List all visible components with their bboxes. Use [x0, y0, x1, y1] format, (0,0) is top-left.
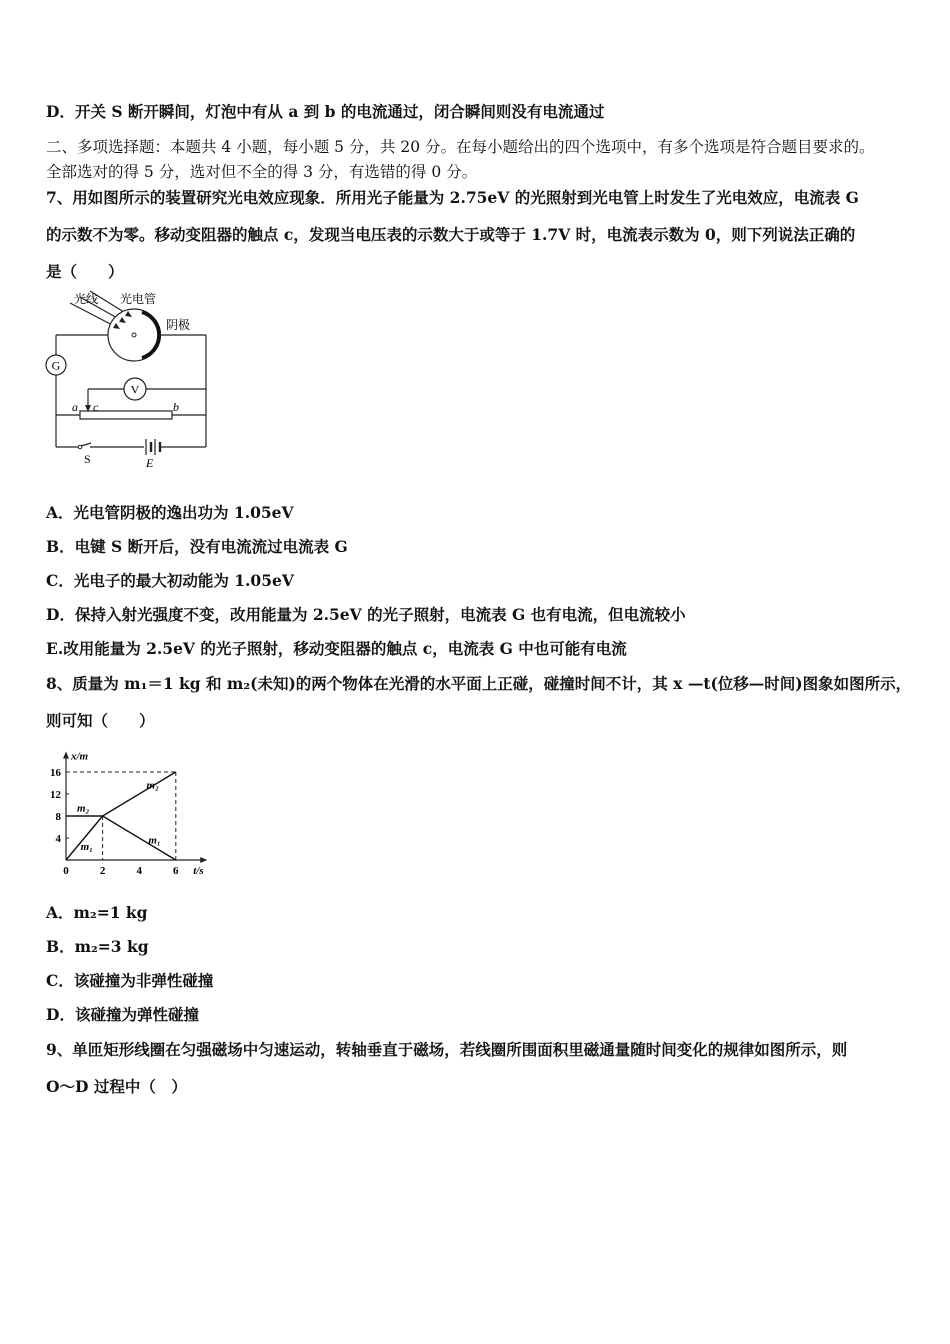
series-label-2: m₁ [148, 834, 161, 847]
x-axis-arrow [200, 857, 207, 863]
label-b: b [173, 400, 179, 414]
q8-option-a: A．m₂=1 kg [46, 903, 148, 922]
series-line-0 [66, 816, 103, 860]
series-line-3 [103, 772, 176, 816]
q7-option-c: C．光电子的最大初动能为 1.05eV [46, 571, 294, 590]
q7-option-e: E.改用能量为 2.5eV 的光子照射，移动变阻器的触点 c，电流表 G 中也可能有电流 [46, 639, 627, 658]
x-tick-label: 6 [173, 865, 179, 877]
label-g: G [51, 358, 61, 373]
q6-option-d: D．开关 S 断开瞬间，灯泡中有从 a 到 b 的电流通过，闭合瞬间则没有电流通过 [46, 102, 605, 121]
label-cathode: 阴极 [166, 318, 191, 332]
series-line-2 [103, 816, 176, 860]
y-tick-label: 4 [55, 833, 61, 845]
q8-stem-line2: 则可知（ ） [46, 711, 155, 730]
q7-option-d: D．保持入射光强度不变，改用能量为 2.5eV 的光子照射，电流表 G 也有电流，但电流较小 [46, 605, 686, 624]
q8-option-c: C．该碰撞为非弹性碰撞 [46, 971, 214, 990]
label-s: S [84, 452, 91, 466]
y-tick-label: 8 [55, 811, 61, 823]
x-tick-label: 0 [63, 865, 69, 877]
y-axis-label: x/m [71, 750, 89, 763]
xt-graph-chart [40, 738, 220, 880]
y-axis-arrow [63, 752, 69, 759]
label-c: c [93, 400, 99, 414]
series-label-0: m₁ [80, 841, 94, 854]
q7-option-b: B．电键 S 断开后，没有电流流过电流表 G [46, 537, 348, 556]
q9-stem-line2: O～D 过程中（ ） [46, 1077, 187, 1096]
q8-stem-line1: 8、质量为 m₁＝1 kg 和 m₂(未知)的两个物体在光滑的水平面上正碰，碰撞时间不计，其 x —t(位移—时间)图象如图所示， [46, 674, 912, 693]
q8-option-d: D．该碰撞为弹性碰撞 [46, 1005, 199, 1024]
q7-stem-line1: 7、用如图所示的装置研究光电效应现象．所用光子能量为 2.75eV 的光照射到光电管上时发生了光电效应，电流表 G [46, 188, 859, 207]
label-light: 光线 [74, 292, 99, 306]
q7-option-a: A．光电管阴极的逸出功为 1.05eV [46, 503, 294, 522]
q7-stem-line2: 的示数不为零。移动变阻器的触点 c，发现当电压表的示数大于或等于 1.7V 时，电流表示数为 0，则下列说法正确的 [46, 225, 856, 244]
y-tick-label: 12 [50, 789, 61, 801]
label-a: a [72, 400, 78, 414]
label-tube: 光电管 [120, 292, 157, 306]
x-tick-label: 4 [136, 865, 142, 877]
q9-stem-line1: 9、单匝矩形线圈在匀强磁场中匀速运动，转轴垂直于磁场，若线圈所围面积里磁通量随时间变化的规律如图所示，则 [46, 1040, 848, 1059]
q7-stem-line3: 是（ ） [46, 262, 124, 281]
series-label-3: m₂ [146, 779, 159, 792]
photoelectric-circuit-figure [40, 285, 220, 475]
label-e: E [146, 456, 154, 470]
section2-title-line2: 全部选对的得 5 分，选对但不全的得 3 分，有选错的得 0 分。 [46, 163, 478, 181]
section2-title-line1: 二、多项选择题：本题共 4 小题，每小题 5 分，共 20 分。在每小题给出的四个选项中，有多个选项是符合题目要求的。 [46, 138, 875, 156]
series-label-1: m₂ [76, 802, 90, 815]
x-axis-label: t/s [193, 865, 204, 877]
q8-option-b: B．m₂=3 kg [46, 937, 149, 956]
label-v: V [130, 382, 140, 397]
y-tick-label: 16 [50, 767, 61, 779]
x-tick-label: 2 [99, 865, 106, 877]
